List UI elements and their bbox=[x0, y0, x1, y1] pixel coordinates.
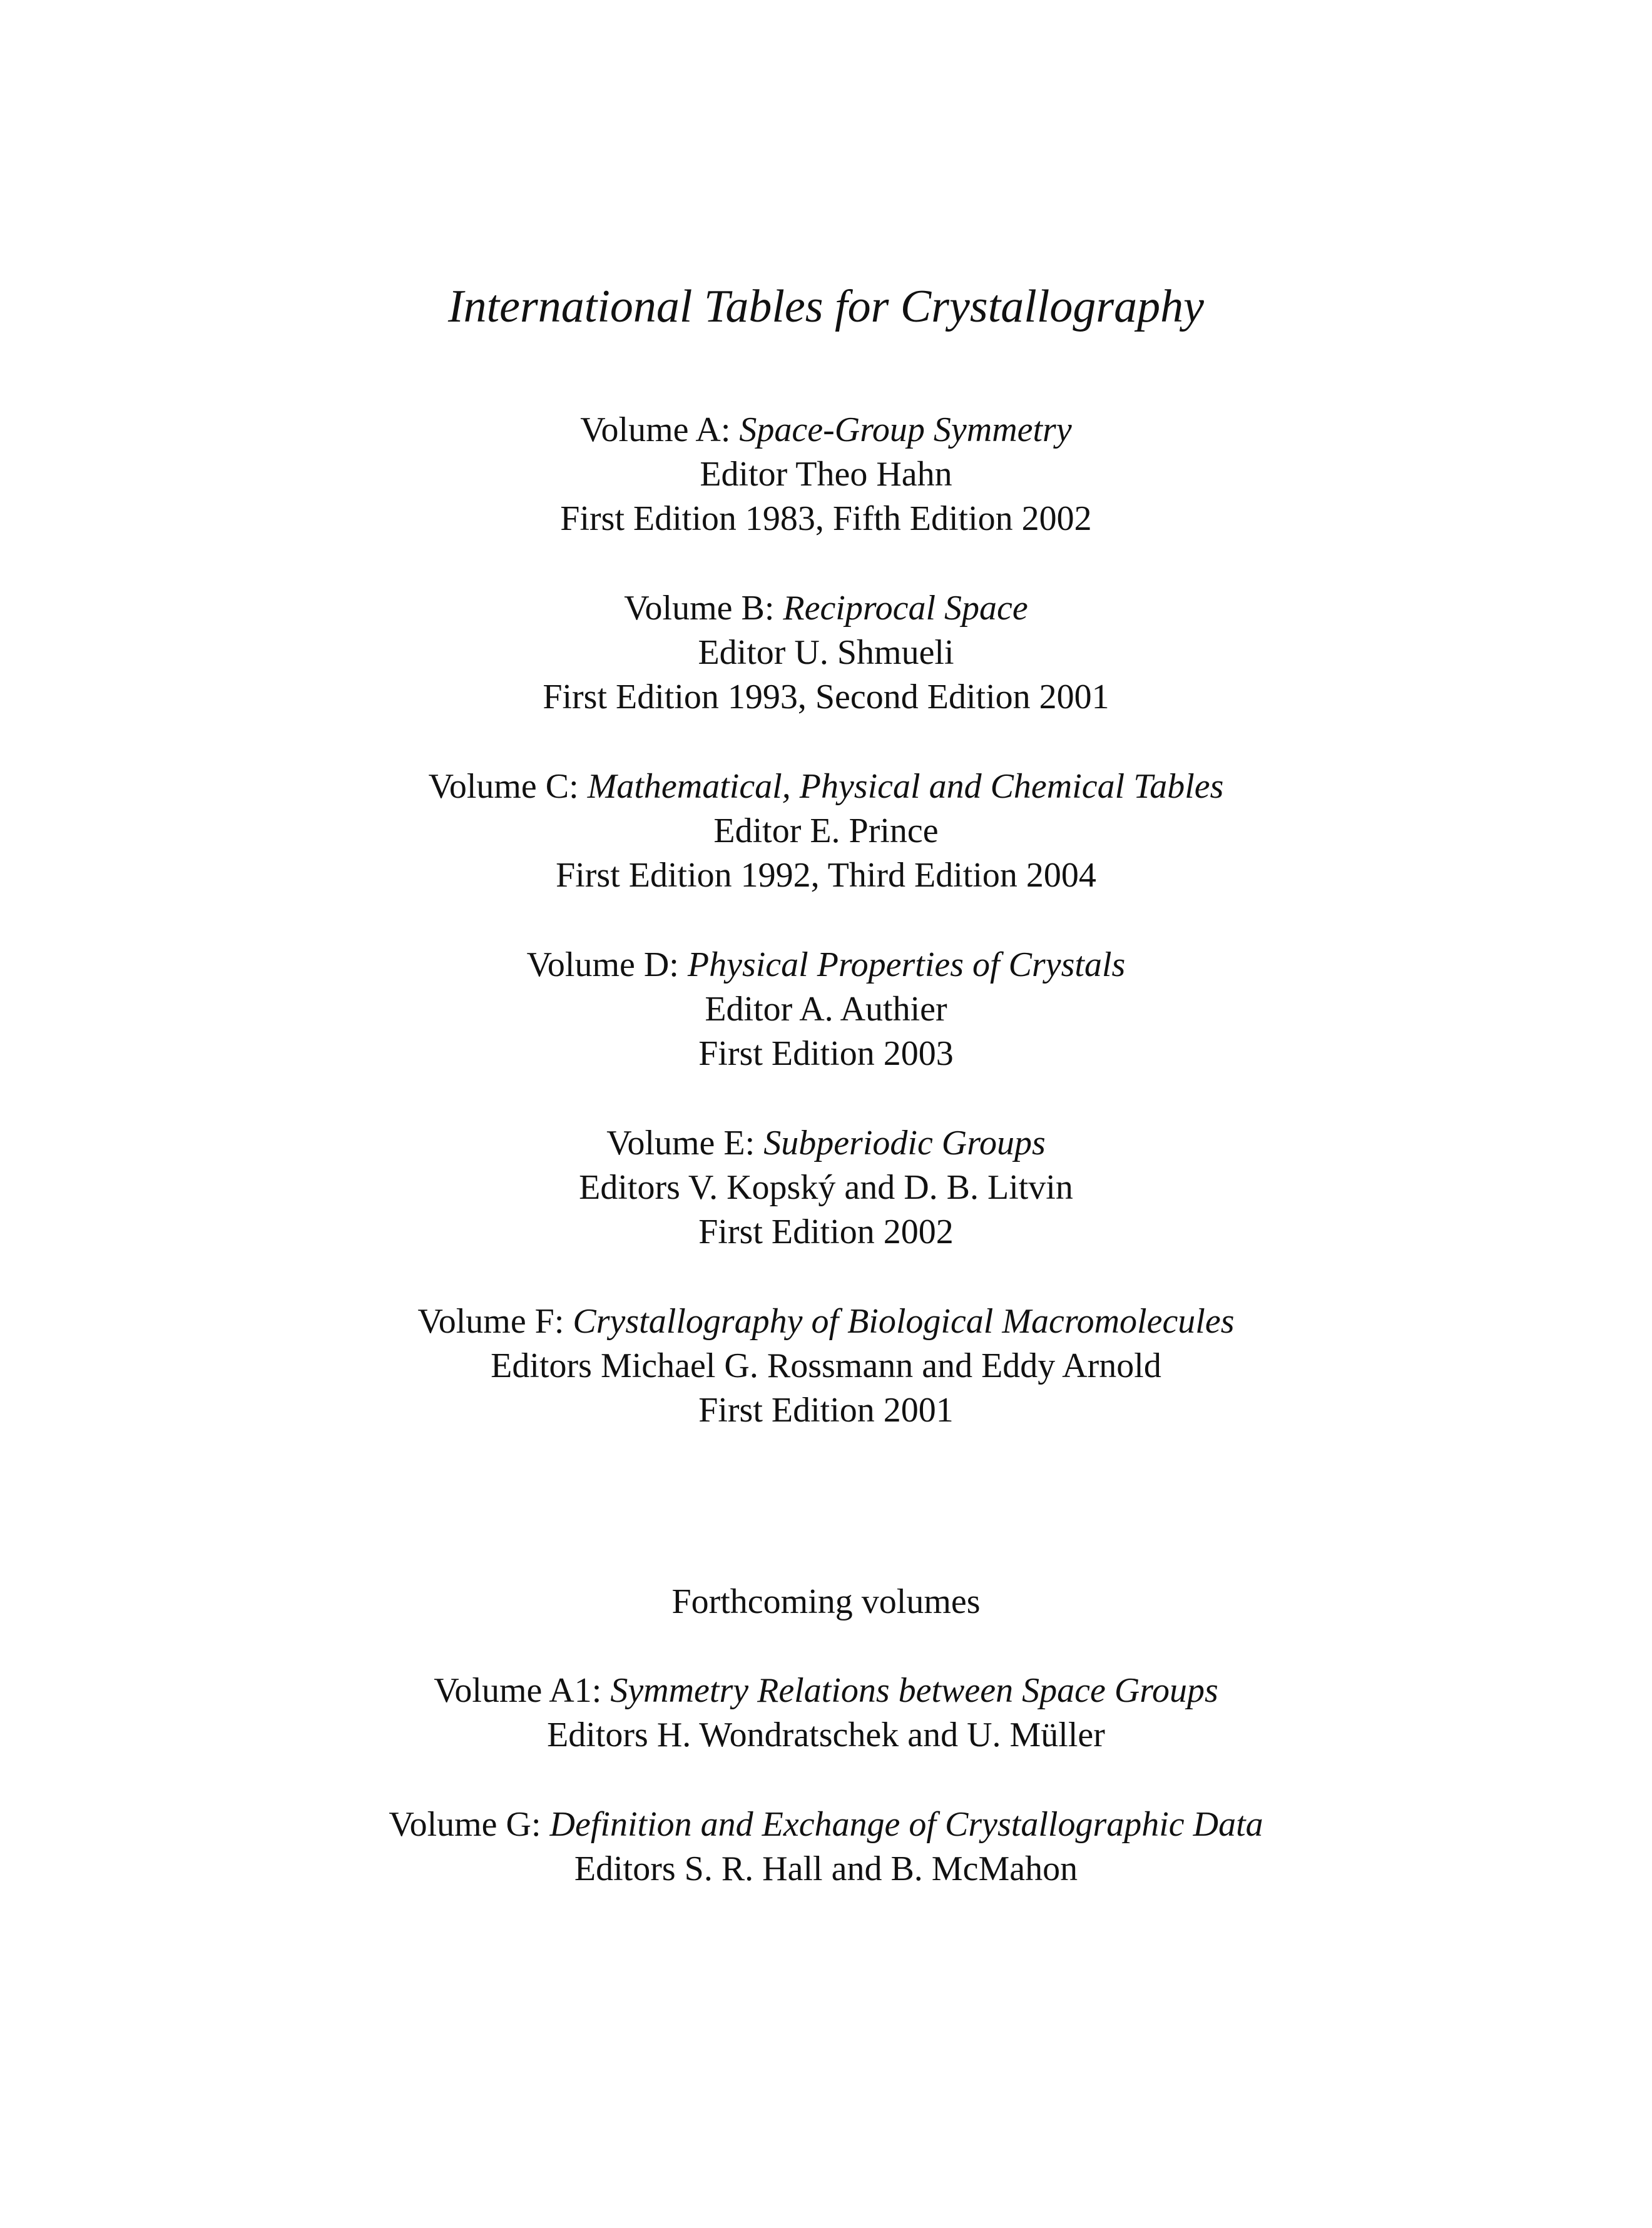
volume-editor: Editors S. R. Hall and B. McMahon bbox=[574, 1849, 1078, 1888]
volume-heading bbox=[0, 1300, 1652, 1344]
series-title: International Tables for Crystallography bbox=[447, 281, 1205, 332]
volume-edition: First Edition 1992, Third Edition 2004 bbox=[556, 856, 1096, 895]
volume-heading bbox=[0, 1669, 1652, 1713]
volume-editor: Editors H. Wondratschek and U. Müller bbox=[547, 1716, 1105, 1754]
volume-label: Volume F: bbox=[417, 1302, 564, 1341]
volume-title: Physical Properties of Crystals bbox=[687, 945, 1126, 984]
volume-title: Symmetry Relations between Space Groups bbox=[610, 1671, 1218, 1710]
volume-editor: Editors Michael G. Rossmann and Eddy Arnold bbox=[491, 1346, 1161, 1385]
volume-label: Volume A1: bbox=[434, 1671, 602, 1710]
volume-heading bbox=[0, 1121, 1652, 1166]
volume-editor: Editor Theo Hahn bbox=[700, 455, 952, 494]
volume-title: Mathematical, Physical and Chemical Tables bbox=[587, 767, 1224, 806]
volume-label: Volume E: bbox=[606, 1124, 755, 1162]
volume-entry-a bbox=[0, 408, 1652, 541]
volume-editor: Editor E. Prince bbox=[713, 811, 939, 850]
volume-heading bbox=[0, 586, 1652, 631]
volume-label: Volume C: bbox=[428, 767, 579, 806]
volume-entry-b bbox=[0, 586, 1652, 720]
volume-entry-d bbox=[0, 943, 1652, 1076]
volume-editor: Editors V. Kopský and D. B. Litvin bbox=[579, 1168, 1073, 1207]
forthcoming-heading-block bbox=[0, 1580, 1652, 1624]
volume-edition: First Edition 2002 bbox=[698, 1213, 954, 1251]
volume-editor: Editor A. Authier bbox=[705, 990, 947, 1029]
volume-edition: First Edition 2001 bbox=[698, 1391, 954, 1430]
forthcoming-heading: Forthcoming volumes bbox=[671, 1582, 981, 1621]
volume-label: Volume G: bbox=[389, 1805, 541, 1844]
volume-label: Volume B: bbox=[624, 589, 775, 628]
volume-entry-f bbox=[0, 1300, 1652, 1433]
volume-title: Subperiodic Groups bbox=[763, 1124, 1046, 1162]
volume-editor: Editor U. Shmueli bbox=[698, 633, 954, 672]
volume-title: Definition and Exchange of Crystallographic Data bbox=[549, 1805, 1263, 1844]
forthcoming-entry-a1 bbox=[0, 1669, 1652, 1757]
volume-heading bbox=[0, 765, 1652, 809]
volume-entry-c bbox=[0, 765, 1652, 898]
volume-title: Crystallography of Biological Macromolecules bbox=[573, 1302, 1235, 1341]
volume-label: Volume D: bbox=[526, 945, 679, 984]
volume-edition: First Edition 1983, Fifth Edition 2002 bbox=[560, 499, 1092, 538]
volume-heading bbox=[0, 408, 1652, 452]
volume-heading bbox=[0, 1803, 1652, 1847]
volume-entry-e bbox=[0, 1121, 1652, 1254]
forthcoming-entry-g bbox=[0, 1803, 1652, 1891]
volume-title: Space-Group Symmetry bbox=[739, 410, 1072, 449]
volume-edition: First Edition 2003 bbox=[698, 1034, 954, 1073]
volume-edition: First Edition 1993, Second Edition 2001 bbox=[543, 678, 1109, 716]
volume-title: Reciprocal Space bbox=[783, 589, 1028, 628]
volume-heading bbox=[0, 943, 1652, 987]
volume-label: Volume A: bbox=[580, 410, 731, 449]
